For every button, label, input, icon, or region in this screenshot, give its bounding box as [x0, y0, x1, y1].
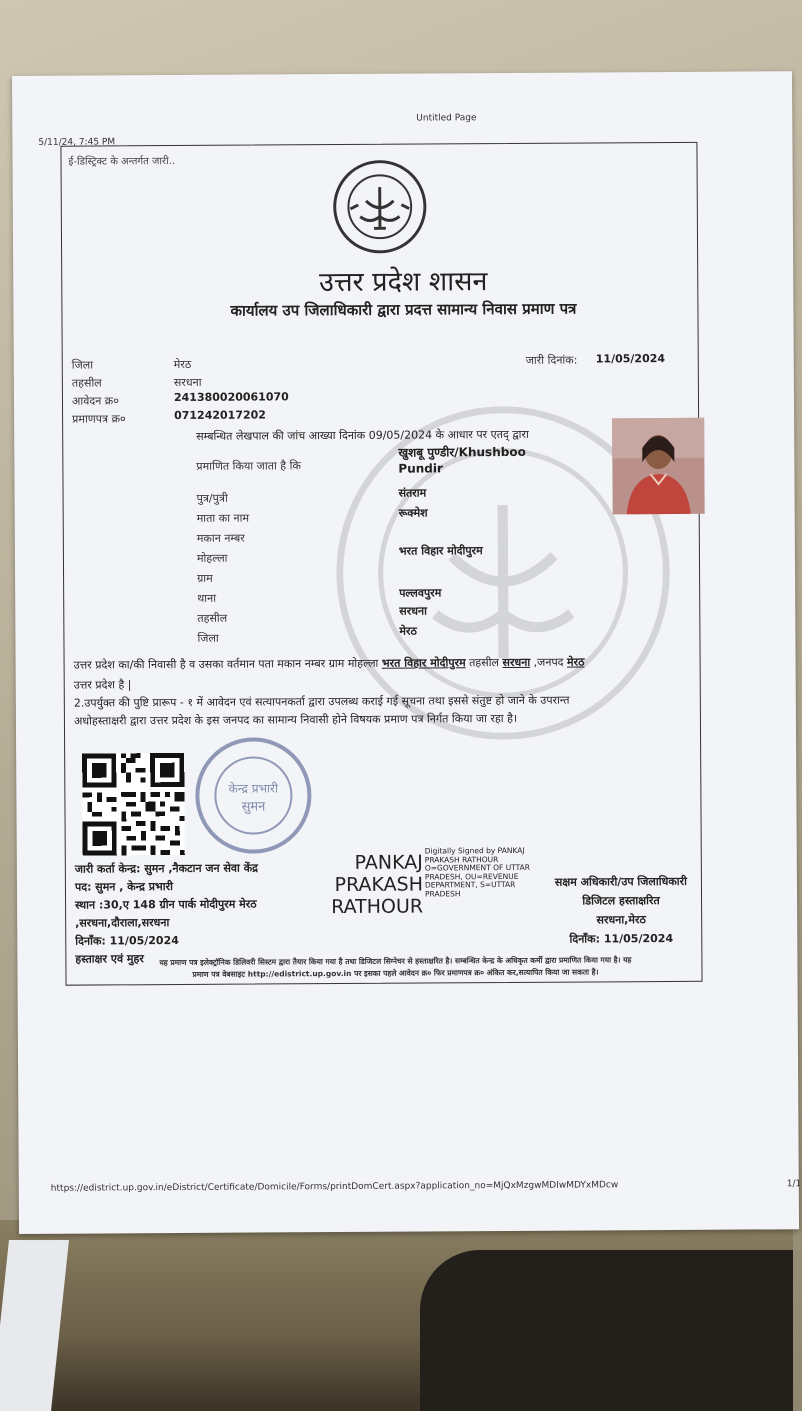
applicant-photo: [612, 418, 705, 515]
residence-statement: [74, 655, 585, 673]
detail-district-value: मेरठ: [399, 624, 417, 638]
svg-text:केन्द्र प्रभारी: केन्द्र प्रभारी: [228, 781, 279, 796]
detail-district-label: जिला: [197, 631, 219, 645]
verification-line1: 2.उपर्युक्त की पुष्टि प्रारूप - १ में आवेदन एवं सत्यापनकर्ता द्वारा उपलब्ध कराई गई सूचना तथा इससे संतुष्ट हो जाने के उपरान्त: [73, 693, 570, 710]
certificate-page: [12, 71, 802, 1234]
residence-state: उत्तर प्रदेश है |: [73, 678, 132, 692]
issue-date-value: 11/05/2024: [595, 352, 666, 366]
print-datetime: 5/11/24, 7:45 PM: [38, 137, 116, 148]
child-of-label: पुत्र/पुत्री: [196, 491, 228, 505]
qr-code: [82, 753, 185, 856]
certificate-subtitle: कार्यालय उप जिलाधिकारी द्वारा प्रदत्त सामान्य निवास प्रमाण पत्र: [230, 299, 577, 320]
meta-district-label: जिला: [71, 358, 94, 372]
application-no-label: आवेदन क्र०: [71, 394, 119, 408]
print-page-number: 1/1: [786, 1179, 802, 1190]
detail-tehsil-label: तहसील: [197, 611, 228, 625]
dsig-line-5: DEPARTMENT, S=UTTAR: [424, 879, 516, 890]
application-no-value: 241380020061070: [173, 390, 289, 405]
print-url: https://edistrict.up.gov.in/eDistrict/Certificate/Domicile/Forms/printDomCert.aspx?application_no=MjQxMzgwMDIwMDYxMDcw: [50, 1180, 619, 1194]
footer-note: [75, 954, 715, 982]
footer-note-line1: यह प्रमाण पत्र इलेक्ट्रॉनिक डिलिवरी सिस्टम द्वारा तैयार किया गया है तथा डिजिटल सिग्नेचर से हस्ताक्षरित है। सम्बन्धित केन्द्र के अधिकृत कर्मी द्वारा प्रमाणित किया गया है। यह: [159, 955, 632, 968]
mother-label: माता का नाम: [196, 511, 250, 525]
up-govt-emblem-icon: [331, 157, 430, 256]
certified-label: प्रमाणित किया जाता है कि: [196, 459, 301, 473]
residence-part3: ,जनपद: [533, 655, 564, 669]
dsig-line-4: PRADESH, OU=REVENUE: [424, 871, 519, 881]
dsig-line-2: PRAKASH RATHOUR: [424, 854, 499, 864]
locality-value: भरत विहार मोदीपुरम: [398, 544, 483, 558]
issuer-date: दिनाँक: 11/05/2024: [75, 933, 179, 948]
residence-locality: भरत विहार मोदीपुरम: [381, 656, 466, 670]
verification-line2: अधोहस्ताक्षरी द्वारा उत्तर प्रदेश के इस जनपद का सामान्य निवासी होने विषयक प्रमाण पत्र निर्गत किया जा रहा है।: [73, 711, 518, 728]
locality-label: मोहल्ला: [196, 551, 228, 565]
village-label: ग्राम: [197, 571, 213, 585]
issuer-place-line1: स्थान :30,ए 148 ग्रीन पार्क मोदीपुरम मेरठ: [75, 897, 257, 912]
residence-part1: उत्तर प्रदेश का/की निवासी है व उसका वर्तमान पता मकान नम्बर ग्राम मोहल्ला: [73, 656, 379, 672]
dsig-line-6: PRADESH: [424, 888, 461, 898]
authority-date: दिनाँक: 11/05/2024: [569, 931, 674, 946]
authority-block: [531, 874, 711, 947]
centre-seal-stamp: [192, 734, 315, 857]
house-label: मकान नम्बर: [196, 531, 245, 545]
government-title: उत्तर प्रदेश शासन: [319, 266, 488, 299]
meta-tehsil-label: तहसील: [71, 376, 102, 390]
detail-tehsil-value: सरधना: [399, 604, 427, 618]
signer-name-3: RATHOUR: [331, 895, 424, 919]
issued-under-text: ई-डिस्ट्रिक्ट के अन्तर्गत जारी..: [68, 156, 176, 168]
dsig-line-3: O=GOVERNMENT OF UTTAR: [424, 862, 531, 873]
residence-part2: तहसील: [469, 656, 500, 670]
issuer-centre: जारी कर्ता केन्द्र: सुमन ,नैकटान जन सेवा केंद्र: [74, 861, 259, 876]
authority-digital: डिजिटल हस्ताक्षरित: [582, 894, 660, 908]
svg-text:सुमन: सुमन: [241, 799, 266, 815]
issuer-post: पद: सुमन , केन्द्र प्रभारी: [74, 880, 173, 894]
police-label: थाना: [197, 591, 217, 605]
police-value: पल्लवपुरम: [399, 586, 442, 600]
certificate-no-label: प्रमाणपत्र क्र०: [72, 412, 126, 426]
issuer-place-line2: ,सरधना,दौराला,सरधना: [75, 916, 170, 930]
residence-tehsil: सरधना: [502, 655, 531, 670]
residence-district: मेरठ: [566, 655, 585, 669]
authority-place: सरधना,मेरठ: [596, 913, 646, 927]
intro-line: सम्बन्धित लेखपाल की जांच आख्या दिनांक 09/05/2024 के आधार पर एतद् द्वारा: [196, 427, 529, 443]
authority-title: सक्षम अधिकारी/उप जिलाधिकारी: [554, 874, 688, 889]
child-of-value: संतराम: [398, 486, 427, 500]
meta-district-value: मेरठ: [173, 357, 192, 372]
print-page-title: Untitled Page: [416, 113, 477, 124]
footer-note-line2: प्रमाण पत्र वेबसाइट http://edistrict.up.gov.in पर इसका पहले आवेदन क्र० फिर प्रमाणपत्र क्र० अंकित कर,सत्यापित किया जा सकता है।: [192, 967, 599, 979]
issuer-sign: हस्ताक्षर एवं मुहर: [75, 952, 144, 966]
mother-value: रूक्मेश: [398, 506, 428, 520]
signer-name-1: PANKAJ: [354, 851, 423, 874]
issue-date-label: जारी दिनांक:: [525, 353, 578, 367]
applicant-name-line2: Pundir: [398, 461, 443, 476]
certificate-no-value: 071242017202: [174, 408, 266, 423]
dark-object: [420, 1250, 793, 1411]
applicant-name-line1: खुशबू पुण्डीर/Khushboo: [398, 444, 526, 460]
digital-signature-details: [425, 847, 530, 899]
dsig-line-1: Digitally Signed by PANKAJ: [424, 845, 525, 856]
meta-tehsil-value: सरधना: [173, 375, 202, 390]
signer-name-2: PRAKASH: [334, 873, 424, 897]
digital-signature-name: [323, 852, 423, 919]
